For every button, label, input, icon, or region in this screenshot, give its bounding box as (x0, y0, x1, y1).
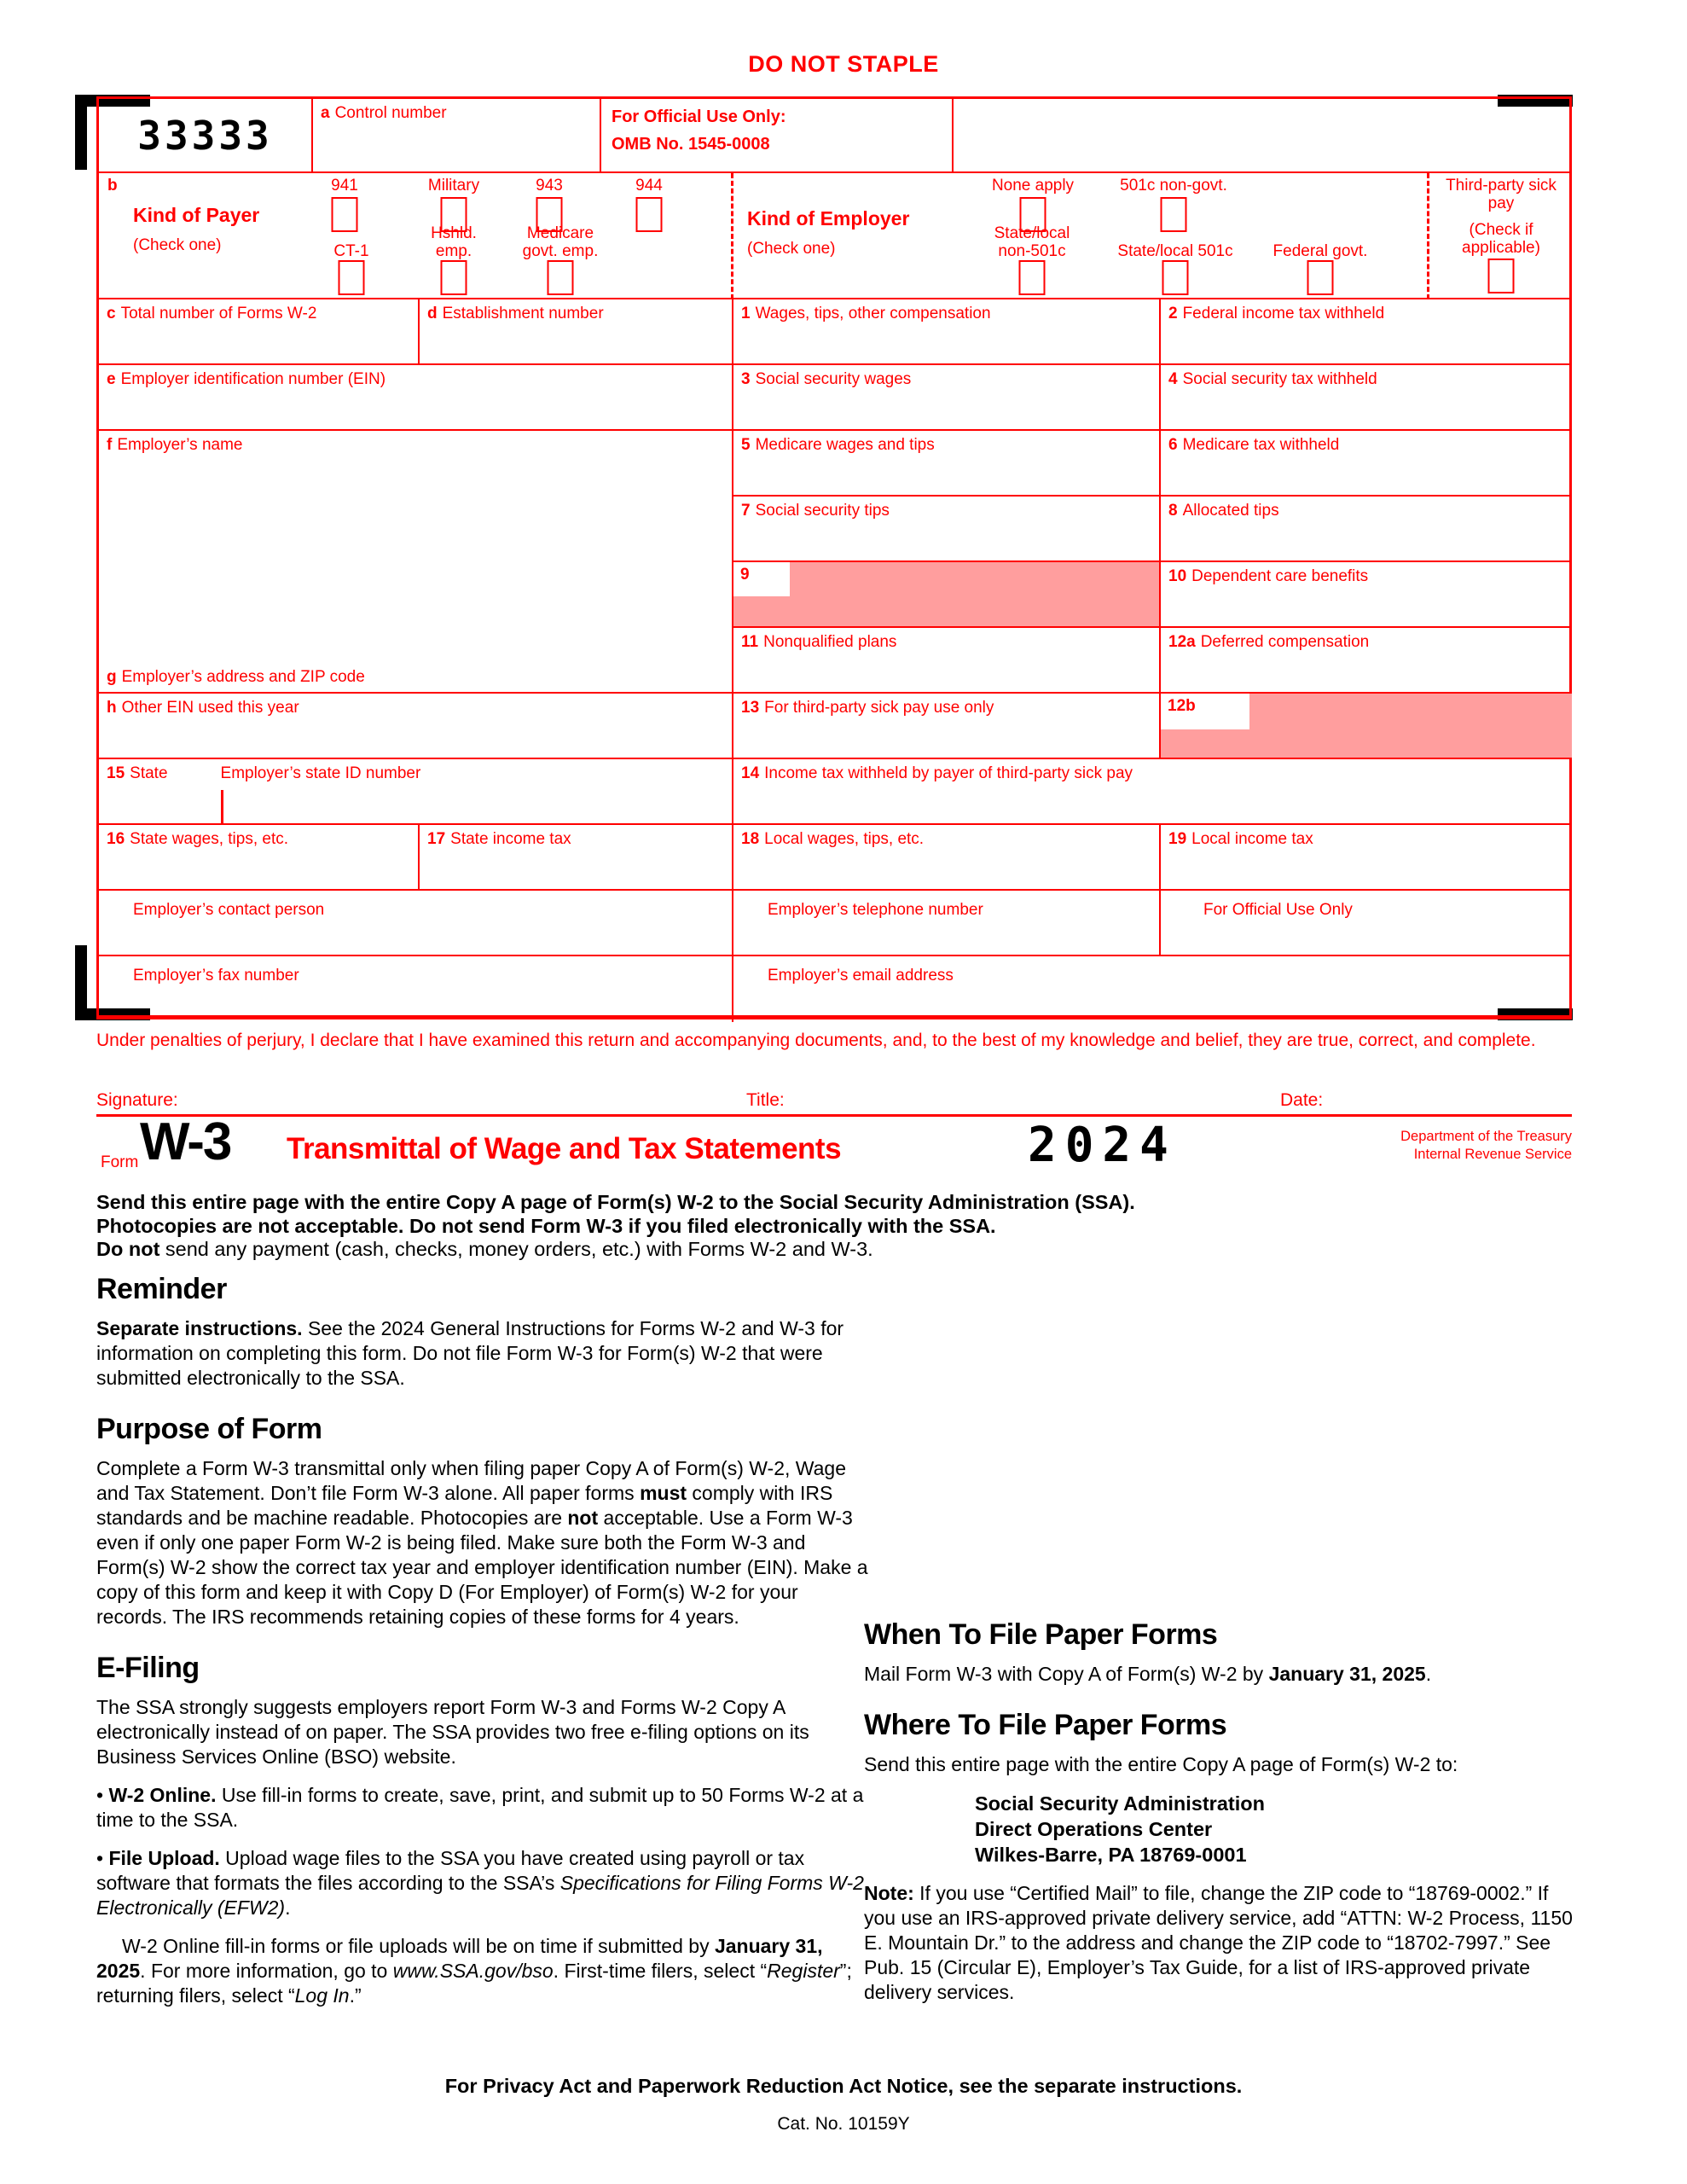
box-13-number: 13 (741, 699, 760, 717)
box-a-number: a (321, 104, 330, 122)
box-5-medicare-wages[interactable] (733, 431, 1161, 497)
box-13-label: For third-party sick pay use only (764, 699, 994, 717)
box-4-label: Social security tax withheld (1182, 370, 1377, 388)
official-use-omb-box (601, 99, 954, 173)
purpose-heading: Purpose of Form (96, 1413, 322, 1445)
box-15-number: 15 (107, 764, 125, 782)
payer-option-944-label: 944 (635, 177, 663, 195)
box-14-number: 14 (741, 764, 760, 782)
fax-number-label: Employer’s fax number (133, 967, 299, 985)
box-12a-label: Deferred compensation (1200, 633, 1370, 651)
box-g-label: Employer’s address and ZIP code (121, 668, 365, 686)
box-11-nonqualified-plans[interactable] (733, 628, 1161, 694)
signature-separator-rule (96, 1114, 1572, 1117)
box-h-number: h (107, 699, 117, 717)
form-number: W-3 (140, 1112, 231, 1171)
box-c-total-forms[interactable] (99, 299, 420, 365)
dept-line-2: Internal Revenue Service (1413, 1147, 1572, 1162)
payer-option-medicare-label: Medicare govt. emp. (522, 224, 599, 260)
box-7-ss-tips[interactable] (733, 497, 1161, 562)
top-open-area (954, 99, 1572, 173)
box-g-number: g (107, 668, 117, 686)
box-f-g-name-address[interactable] (99, 431, 733, 694)
official-use-label: For Official Use Only: (612, 107, 786, 126)
box-2-label: Federal income tax withheld (1182, 305, 1385, 322)
omb-number: OMB No. 1545-0008 (612, 135, 770, 154)
employer-option-state-local-non501c-label: State/local non-501c (994, 224, 1070, 260)
box-6-label: Medicare tax withheld (1182, 436, 1340, 454)
checkbox-federal-govt[interactable] (1307, 260, 1334, 295)
box-18-local-wages[interactable] (733, 825, 1161, 891)
employer-option-state-local-501c-label: State/local 501c (1117, 242, 1233, 260)
box-1-number: 1 (741, 305, 751, 322)
box-c-number: c (107, 305, 116, 322)
send-instructions-line2: Photocopies are not acceptable. Do not send Form W-3 if you filed electronically with the SSA. (96, 1214, 996, 1237)
third-party-sick-pay-section (1429, 173, 1572, 299)
box-17-state-income-tax[interactable] (420, 825, 733, 891)
reminder-heading: Reminder (96, 1273, 227, 1305)
box-4-number: 4 (1168, 370, 1178, 388)
left-column (96, 1273, 868, 2022)
where-to-file-heading: Where To File Paper Forms (864, 1709, 1227, 1741)
box-17-number: 17 (427, 830, 446, 848)
do-not-staple-warning: DO NOT STAPLE (748, 51, 939, 77)
treasury-department-lines (1262, 1128, 1572, 1164)
box-5-number: 5 (741, 436, 751, 454)
box-c-label: Total number of Forms W-2 (120, 305, 317, 322)
box-14-label: Income tax withheld by payer of third-party sick pay (764, 764, 1133, 782)
reminder-body: Separate instructions. See the 2024 General Instructions for Forms W-2 and W-3 for information on completing this form. Do not file Form W-3 for Form(s) W-2 that were submitted electronically to the SSA. (96, 1317, 844, 1389)
checkbox-state-local-501c[interactable] (1162, 260, 1189, 295)
box-18-number: 18 (741, 830, 760, 848)
corner-mark-top-left-v (75, 95, 87, 170)
payer-option-943-label: 943 (536, 177, 563, 195)
when-to-file-heading: When To File Paper Forms (864, 1618, 1218, 1651)
efiling-bullet-w2-online: • W-2 Online. Use fill-in forms to create, save, print, and submit up to 50 Forms W-2 at a time to the SSA. (96, 1784, 864, 1831)
box-h-other-ein[interactable] (99, 694, 733, 759)
box-e-label: Employer identification number (EIN) (120, 370, 386, 388)
third-party-check-if-applicable-label: (Check if applicable) (1462, 221, 1540, 257)
efiling-outro: W-2 Online fill-in forms or file uploads will be on time if submitted by January 31, 2025. For more information, go to www.SSA.gov/bso. First-time filers, select “Register”; returning filers, select “Log In.” (96, 1935, 852, 2007)
box-16-number: 16 (107, 830, 125, 848)
box-d-number: d (427, 305, 438, 322)
date-field[interactable]: Date: (1280, 1090, 1324, 1110)
box-1-wages[interactable] (733, 299, 1161, 365)
catalog-number: Cat. No. 10159Y (777, 2114, 910, 2134)
payer-option-941-label: 941 (331, 177, 358, 195)
send-instructions-line1: Send this entire page with the entire Copy A page of Form(s) W-2 to the Social Security Administration (SSA). (96, 1191, 1135, 1213)
employer-option-501c-label: 501c non-govt. (1120, 177, 1227, 195)
box-10-dependent-care[interactable] (1161, 562, 1572, 628)
box-8-label: Allocated tips (1182, 502, 1279, 520)
kind-of-payer-title: Kind of Payer (133, 204, 260, 226)
address-line-3: Wilkes-Barre, PA 18769-0001 (975, 1844, 1247, 1866)
box-8-allocated-tips[interactable] (1161, 497, 1572, 562)
box-19-local-income-tax[interactable] (1161, 825, 1572, 891)
box-2-federal-tax[interactable] (1161, 299, 1572, 365)
box-6-medicare-tax[interactable] (1161, 431, 1572, 497)
telephone-label: Employer’s telephone number (768, 901, 983, 919)
box-1-label: Wages, tips, other compensation (755, 305, 991, 322)
send-instructions-line3: Do not send any payment (cash, checks, money orders, etc.) with Forms W-2 and W-3. (96, 1238, 873, 1260)
employer-telephone-field[interactable] (733, 891, 1161, 956)
box-f-label: Employer’s name (117, 436, 243, 454)
checkbox-medicare-govt-emp[interactable] (548, 260, 574, 295)
perjury-statement: Under penalties of perjury, I declare that I have examined this return and accompanying documents, and, to the best of my knowledge and belief, they are true, correct, and complete. (96, 1031, 1536, 1050)
signature-field[interactable]: Signature: (96, 1090, 178, 1110)
ssa-mailing-address (975, 1791, 1585, 1867)
box-17-label: State income tax (450, 830, 571, 848)
payer-option-ct1-label: CT-1 (333, 242, 369, 260)
email-address-label: Employer’s email address (768, 967, 954, 985)
box-19-label: Local income tax (1191, 830, 1313, 848)
third-party-sick-pay-label: Third-party sick pay (1446, 177, 1557, 212)
box-16-state-wages[interactable] (99, 825, 420, 891)
box-13-third-party-sick-pay[interactable] (733, 694, 1161, 759)
box-12b-notch (1161, 694, 1249, 729)
box-a-control-number[interactable] (313, 99, 601, 173)
box-12a-deferred-compensation[interactable] (1161, 628, 1572, 694)
box-15-label: State (130, 764, 168, 782)
box-15-state[interactable] (99, 759, 733, 825)
employer-option-none-apply-label: None apply (991, 177, 1075, 195)
box-14-income-tax-withheld-third-party[interactable] (733, 759, 1572, 825)
dept-line-1: Department of the Treasury (1400, 1129, 1572, 1144)
box-b-number: b (107, 177, 118, 195)
kind-of-employer-check-one: (Check one) (747, 240, 836, 258)
box-3-label: Social security wages (755, 370, 912, 388)
box-e-ein[interactable] (99, 365, 733, 431)
box-18-label: Local wages, tips, etc. (764, 830, 925, 848)
box-12b-shaded (1161, 694, 1572, 759)
contact-person-label: Employer’s contact person (133, 901, 325, 919)
box-d-establishment-number[interactable] (420, 299, 733, 365)
box-e-number: e (107, 370, 116, 388)
address-line-2: Direct Operations Center (975, 1818, 1213, 1840)
box-12a-number: 12a (1168, 633, 1196, 651)
form-code-box (99, 99, 313, 173)
box-9-number: 9 (740, 566, 750, 584)
box-9-notch (733, 562, 790, 596)
box-15-state-id-label: Employer’s state ID number (220, 764, 421, 782)
send-instructions (96, 1191, 1495, 1262)
employer-contact-person-field[interactable] (99, 891, 733, 956)
box-5-label: Medicare wages and tips (755, 436, 935, 454)
employer-email-field[interactable] (733, 956, 1572, 1022)
certified-mail-note: Note: If you use “Certified Mail” to file, change the ZIP code to “18769-0002.” If you use an IRS-approved private delivery service, add “ATTN: W-2 Process, 1150 E. Mountain Dr.” to the address and change the ZIP code to “18702-7997.” See Pub. 15 (Circular E), Employer’s Tax Guide, for a list of IRS-approved private delivery services. (864, 1882, 1573, 2003)
box-3-number: 3 (741, 370, 751, 388)
form-title: Transmittal of Wage and Tax Statements (287, 1132, 842, 1165)
for-official-use-only-label: For Official Use Only (1203, 901, 1353, 919)
box-4-ss-tax[interactable] (1161, 365, 1572, 431)
tax-year: 2024 (1028, 1118, 1177, 1173)
box-2-number: 2 (1168, 305, 1178, 322)
title-field[interactable]: Title: (746, 1090, 785, 1110)
kind-of-employer-section (733, 173, 1429, 299)
where-to-file-body: Send this entire page with the entire Copy A page of Form(s) W-2 to: (864, 1753, 1458, 1775)
payer-option-hshld-label: Hshld. emp. (431, 224, 477, 260)
box-6-number: 6 (1168, 436, 1178, 454)
payer-option-military-label: Military (427, 177, 480, 195)
efiling-heading: E-Filing (96, 1652, 200, 1684)
box-11-number: 11 (741, 633, 759, 651)
box-16-label: State wages, tips, etc. (130, 830, 289, 848)
box-10-number: 10 (1168, 567, 1187, 585)
checkbox-941[interactable] (332, 197, 358, 232)
box-d-label: Establishment number (442, 305, 604, 322)
right-column (864, 1618, 1585, 2018)
employer-fax-number-field[interactable] (99, 956, 733, 1022)
box-7-number: 7 (741, 502, 751, 520)
form-code-33333: 33333 (137, 112, 273, 159)
efiling-intro: The SSA strongly suggests employers report Form W-3 and Forms W-2 Copy A electronically instead of on paper. The SSA provides two free e-filing options on its Business Services Online (BSO) website. (96, 1696, 809, 1768)
checkbox-501c-non-govt[interactable] (1161, 197, 1187, 232)
box-11-label: Nonqualified plans (763, 633, 897, 651)
box-a-label: Control number (334, 104, 447, 122)
w3-form-grid (96, 96, 1572, 1019)
box-f-number: f (107, 436, 113, 454)
box-10-label: Dependent care benefits (1191, 567, 1369, 585)
address-line-1: Social Security Administration (975, 1792, 1265, 1815)
box-9-shaded (733, 562, 1161, 628)
kind-of-employer-title: Kind of Employer (747, 207, 910, 229)
box-7-label: Social security tips (755, 502, 890, 520)
checkbox-third-party-sick-pay[interactable] (1488, 258, 1515, 293)
state-id-divider (221, 790, 223, 823)
box-19-number: 19 (1168, 830, 1187, 848)
box-3-ss-wages[interactable] (733, 365, 1161, 431)
checkbox-ct1[interactable] (339, 260, 365, 295)
form-word: Form (101, 1153, 139, 1171)
when-to-file-body: Mail Form W-3 with Copy A of Form(s) W-2 by January 31, 2025. (864, 1663, 1432, 1685)
for-official-use-only-box (1161, 891, 1572, 956)
checkbox-944[interactable] (636, 197, 663, 232)
kind-of-payer-check-one: (Check one) (133, 236, 222, 254)
box-12b-number: 12b (1168, 697, 1196, 715)
checkbox-state-local-non501c[interactable] (1019, 260, 1046, 295)
checkbox-hshld-emp[interactable] (441, 260, 467, 295)
purpose-body: Complete a Form W-3 transmittal only when filing paper Copy A of Form(s) W-2, Wage and Tax Statement. Don’t file Form W-3 alone. All paper forms must comply with IRS standards and be machine readable. Photocopies are not acceptable. Use a Form W-3 even if only one paper Form W-2 is being filed. Make sure both the Form W-3 and Form(s) W-2 show the correct tax year and employer identification number (EIN). Make a copy of this form and keep it with Copy D (For Employer) of Form(s) W-2 for your records. The IRS recommends retaining copies of these forms for 4 years. (96, 1457, 868, 1628)
privacy-act-notice: For Privacy Act and Paperwork Reduction Act Notice, see the separate instructions. (444, 2075, 1243, 2097)
box-h-label: Other EIN used this year (121, 699, 299, 717)
kind-of-payer-section (99, 173, 733, 299)
employer-option-federal-govt-label: Federal govt. (1272, 242, 1368, 260)
efiling-bullet-file-upload: • File Upload. Upload wage files to the SSA you have created using payroll or tax software that formats the files according to the SSA’s Specifications for Filing Forms W-2 Electronically (EFW2). (96, 1847, 864, 1919)
box-8-number: 8 (1168, 502, 1178, 520)
